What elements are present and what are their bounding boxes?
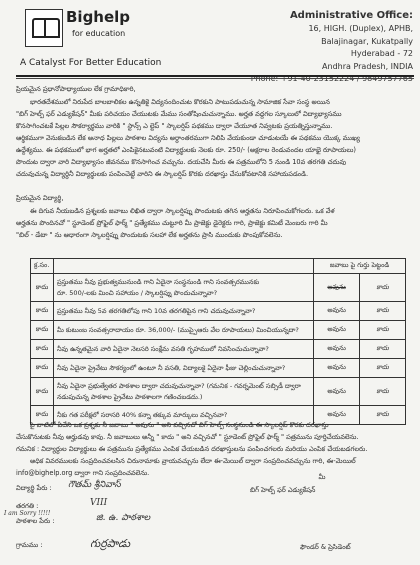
answer-yes[interactable]: అవును [314,321,360,340]
row-number: కాదు [31,340,54,359]
answer-no[interactable] [360,274,406,302]
eligibility-table [30,258,406,425]
office-line: Andhra Pradesh, INDIA [322,61,413,71]
row-number: కాదు [31,302,54,321]
row-number: కాదు [31,321,54,340]
row-number: కాదు [31,406,54,425]
table-header-answer: జవాబు పై గుర్తు పెట్టండి [314,259,406,274]
office-title: Administrative Office: [289,10,413,21]
on-behalf-of: బిగ్ హెల్ప్ ఫర్ ఎడ్యుకేషన్ [250,486,316,494]
header-divider-thin [16,78,414,79]
founder-title: ఫౌండర్ & ప్రెసిడెంట్ [300,543,351,551]
para1-line: భారతదేశములో నిరుపేద బాలబాలికల ఉన్నతికై విద్యనందించుట కొరకుని పాటుపడుచున్న సామాజిక సేవా సంస్థ అయిన [30,98,330,106]
answer-yes[interactable]: అవును [314,302,360,321]
table-row [31,359,406,378]
answer-no-label: కాదు [376,325,389,333]
question-text: నడుపుచున్న పాఠశాల ప్రైవేటు పాఠశాలగా గణించబడదు.) [56,392,203,401]
answer-yes[interactable]: అవును [314,378,360,406]
label-class: తరగతి : [16,502,39,510]
table-row [31,340,406,359]
table-row [31,378,406,406]
table-header-sno: క్ర.సం. [31,259,54,274]
answer-no-label: కాదు [376,282,389,291]
label-student-name: విద్యార్థి పేరు : [16,484,52,492]
answer-yes[interactable]: అవును [314,406,360,425]
row-number: కాదు [31,274,54,302]
row-question: మీ కుటుంబ సంవత్సరాదాయం రూ. 36,000/- (ముప్పైఆరు వేల రూపాయలు) మించియున్నదా? [53,321,313,340]
para1-line: చదువుచున్న విద్యార్థినీ విద్యార్థులకు పంపించెట్టే వారిని ఈ స్కాలర్షిప్ కొరకు దరఖాస్తు చేసుకోవటానికి సహాయపడండి. [16,170,309,178]
para3-line: గమనిక : విద్యార్థుల విద్యార్థులు ఈ పత్రమును ప్రత్యేకము ఎంపిక చేయబడిన దరఖాస్తులను పంపించగలరు మరియు ఎంపిక చేయబడగలరు. [16,445,368,453]
tagline: A Catalyst For Better Education [20,58,162,68]
table-row [31,321,406,340]
student-name-value: గౌతమ్ శ్రీనివాస్ [68,480,121,490]
answer-no-label: కాదు [376,363,389,371]
table-header-row [31,259,406,274]
answer-no[interactable] [360,359,406,378]
table-header-question [53,259,313,274]
row-question: ప్రస్తుతము నీవు 5వ తరగతిలోపు గాని 10వ తరగతిపైన గాని చదువుచున్నావా? [53,302,313,321]
para1-line: ఆర్థికముగా వెనుకబడిన లేక అనాధ పిల్లలు పాఠశాల విద్యను అర్థాంతరముగా నిలిపి వేయకుండా చూడుటయే ఈ పథకము యొక్క ముఖ్య [16,134,360,142]
class-value: VIII [90,498,108,508]
answer-no-label: కాదు [376,386,389,395]
answer-yes[interactable]: అవును [314,340,360,359]
signatory-mark: మీ [318,473,326,481]
row-question: నీవు ఏదైనా ప్రైవేటు సౌకర్యంలో ఉంటూ నీ వసతి, విద్యాలకై ఏదైనా ఫీజు చెల్లించుచున్నావా? [53,359,313,378]
row-question: నీకు గత పరీక్షలో సరాసరి 40% కన్నా తక్కువ మార్కులు వచ్చినవా? [53,406,313,425]
header-divider [16,75,414,77]
office-line: 16, HIGH. (Duplex), APHB, [308,24,413,33]
para1-line: "బిగ్ హెల్ప్ ఫర్ ఎడ్యుకేషన్" మీకు పరిచయం చేయుటకు మేము సంతోషించుచున్నాము. అర్హత వద్దగల స్కూలులో విద్యాభ్యాసము [16,110,342,118]
table-row [31,274,406,302]
para2-line: ఈ దిగువ నీయబడిన ప్రశ్నలకు జవాబు లిఖిత ద్వారా స్కాలర్షిప్ను పొందుటకు తగిన అర్హతను నిరూపించుకోగలరు. ఒక వేళ [30,207,335,215]
handwritten-side-note: I am Sorry !!!!! [4,510,51,517]
answer-no-label: కాదు [376,344,389,352]
answer-no[interactable] [360,340,406,359]
salutation-student: ప్రియమైన విద్యార్థి, [16,194,64,202]
answer-no[interactable] [360,321,406,340]
label-school-name: పాఠశాల పేరు : [16,517,55,525]
row-number: కాదు [31,378,54,406]
office-line: Balajinagar, Kukatpally [321,36,413,46]
label-village: గ్రామము : [16,541,43,549]
answer-yes[interactable]: అవును [314,274,360,302]
answer-no[interactable] [360,302,406,321]
row-question [53,274,313,302]
para2-line: అర్హతను పొందినచో " స్టూడెంట్ ప్రోఫైల్ ఫార్మ్ " ప్రత్యేకము చుట్టూరి మీ ప్రాజెక్టు డైరెక్టరు గారి, ప్రాజెక్టు కమిటీ మెంబరు గారి మీ [16,219,328,227]
table-row [31,302,406,321]
para1-line: ఉద్దేశ్యము. ఈ పథకములో భాగ అర్హతలో ఎంపికైనటువంటి విద్యార్థులకు నెలకు రూ. 250/- (అక్షరాల రెండువందల యాభై రూపాయలు) [16,146,356,154]
email-line: info@bighelp.org ద్వారా గాని సంప్రదించవలెను. [16,469,150,477]
para3-line: చేసుకొనుటకు నీవు అర్హుడవు కావు. నీ జవాబులు అన్నీ " కాదు " అని వచ్చినచో " స్టూడెంట్ ప్రోఫైల్ ఫార్మ్ " పత్రమును పూర్తిచేయవలెను. [16,433,359,441]
question-text: రూ. 500/-లకు మించి సహాయం / స్కాలర్షిప్ను పొందుచున్నావా? [56,288,218,297]
salutation-headmaster: ప్రియమైన ప్రధానోపాధ్యాయుల లేక గ్రామాధికారి, [16,85,136,93]
para1-line: పొందుట ద్వారా వారి విద్యాభ్యాసం జీవనము కొనసాగించ వచ్చును. దయచేసి మీరు ఈ పత్రములోని 5 నుండి 10వ తరగతి చదువు [16,158,347,166]
brand-subtitle: for education [72,29,126,38]
para1-line: కొనసాగించటకే పిల్లల సౌకర్యార్థము వారికి " స్టాన్స్ ఎ ల్టెప్ " స్కాలర్షిప్ పథకము ద్వారా చేయూత నివ్వటకు ప్రయత్నిస్తున్నాము. [16,122,333,130]
answer-no-label: కాదు [376,410,389,418]
answer-no[interactable] [360,378,406,406]
answer-no-label: కాదు [376,306,389,314]
office-line: Hyderabad - 72 [350,49,413,58]
brand-name: Bighelp [66,8,131,26]
bighelp-logo-icon [25,9,63,47]
row-question: నీవు ఉన్నతమైన వారి ఏదైనా నెలసరి సంక్షేమ వసతి గృహములో నివసించుచున్నావా? [53,340,313,359]
row-question [53,378,313,406]
para3-line: పై వాటిలో ఏదేని ఒక ప్రశ్నకు నీ జవాబు " అవును " అని వచ్చినచో బిగ్ హెల్ప్ సంస్థనుండి ఈ స్కాలర్షిప్ కొరకు దరఖాస్తు [30,421,329,429]
para2-line: "బిల్ - డేటా " ను ఆధారంగా స్కాలర్షిప్ను పొందుటకు సలహా లేక అర్హతను ప్రాసి ముందుకు పొంపుకోవలెను. [16,231,283,239]
school-name-value: జి. ఉ. పాఠశాల [96,513,151,523]
village-value: గుర్రపాడు [90,537,131,550]
question-text: నీవు ఏదైనా ప్రభుత్వేతర పాఠశాల ద్వారా చదువుచున్నావా? (గమనిక - గవర్నమెంట్ సబ్సిడీ ద్వారా [56,381,301,390]
answer-yes[interactable]: అవును [314,359,360,378]
para3-line: అధిక వివరములకు సంప్రదించవలసిన చిరునామాకు వ్రాయవచ్చును లేదా ఈ-మెయిల్ ద్వారా సంప్రదించవచ్చును గారి, ఈ-మెయిల్ [30,457,356,465]
question-text: ప్రస్తుతము నీవు ప్రభుత్వమునుండి గాని ఏదైనా సంస్థనుండి గాని సంవత్సరమునకు [56,277,260,286]
row-number: కాదు [31,359,54,378]
